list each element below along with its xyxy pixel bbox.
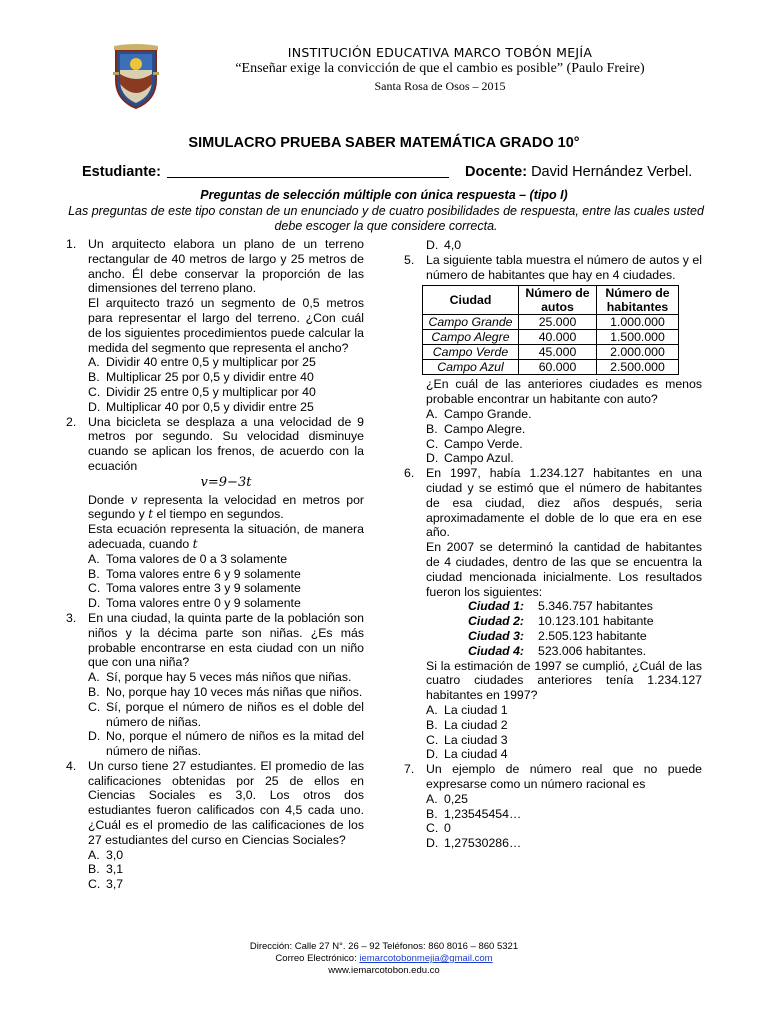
table-row (423, 345, 679, 360)
question-text: Una bicicleta se desplaza a una velocidad de 9 metros por segundo. Su velocidad disminuye cuando se aplican los frenos, de acuerdo con la ecuación (88, 414, 364, 473)
footer-email-line (0, 953, 768, 965)
instructions-body: Las preguntas de este tipo constan de un enunciado y de cuatro posibilidades de respuesta, entre las cuales usted debe escoger la que considere correcta. (68, 204, 704, 233)
question-number: 2. (66, 414, 77, 429)
city-result: Ciudad 2: 10.123.101 habitante (468, 614, 654, 629)
answer-option: C. La ciudad 3 (426, 732, 508, 747)
table-cell: 25.000 (519, 315, 597, 330)
table-cell: 60.000 (519, 360, 597, 375)
question-3 (66, 611, 364, 670)
table-cell: Campo Alegre (423, 330, 519, 345)
table-row (423, 330, 679, 345)
table-cell: Campo Grande (423, 315, 519, 330)
question-number: 6. (404, 466, 415, 481)
question-text: En 2007 se determinó la cantidad de habitantes de 4 ciudades, dentro de las que se encuentra la ciudad mencionada inicialmente. Los resultados fueron los siguientes: (426, 540, 702, 599)
student-label: Estudiante: (82, 164, 161, 180)
answer-option: D. 4,0 (426, 238, 462, 252)
velocity-equation: v=9−3t (200, 474, 252, 490)
answer-option: D. Toma valores entre 0 y 9 solamente (88, 596, 301, 611)
city-result: Ciudad 3: 2.505.123 habitante (468, 628, 647, 643)
student-field (82, 164, 449, 180)
answer-option: B. 1,23545454… (426, 806, 522, 821)
question-text: El arquitecto trazó un segmento de 0,5 metros para representar el largo del terreno. ¿Con cuál de los siguientes procedimientos puede calcular la medida del segmento que representa el ancho? (88, 296, 364, 355)
table-header: Número de autos (519, 286, 597, 315)
school-name: INSTITUCIÓN EDUCATIVA MARCO TOBÓN MEJÍA (287, 45, 593, 60)
answer-option: C. 0 (426, 821, 451, 836)
answer-option: C. 3,7 (88, 877, 124, 892)
question-1 (66, 237, 364, 355)
table-cell: 1.000.000 (597, 315, 679, 330)
cities-table (422, 285, 679, 375)
answer-option: C. Toma valores entre 3 y 9 solamente (88, 581, 301, 596)
teacher-label: Docente: (465, 164, 528, 180)
question-text: ¿En cuál de las anteriores ciudades es menos probable encontrar un habitante con auto? (426, 377, 702, 407)
question-7 (404, 762, 702, 792)
page-footer (0, 941, 768, 977)
teacher-field (465, 164, 692, 180)
answer-option: A. 3,0 (88, 847, 124, 862)
exam-title: SIMULACRO PRUEBA SABER MATEMÁTICA GRADO 10° (188, 135, 580, 151)
table-cell: 2.500.000 (597, 360, 679, 375)
answer-option: A. Toma valores de 0 a 3 solamente (88, 551, 288, 566)
question-2 (66, 415, 364, 552)
school-city-year: Santa Rosa de Osos – 2015 (374, 79, 506, 93)
question-number: 3. (66, 610, 77, 625)
answer-option: A. Campo Grande. (426, 406, 532, 421)
footer-website[interactable]: www.iemarcotobon.edu.co (328, 965, 440, 976)
teacher-name: David Hernández Verbel. (531, 164, 693, 180)
table-cell: Campo Verde (423, 345, 519, 360)
question-number: 4. (66, 758, 77, 773)
table-cell: 45.000 (519, 345, 597, 360)
school-motto: “Enseñar exige la convicción de que el cambio es posible” (Paulo Freire) (235, 61, 645, 76)
question-4 (66, 759, 364, 848)
question-5 (404, 253, 702, 283)
question-number: 5. (404, 252, 415, 267)
question-number: 7. (404, 762, 415, 777)
table-cell: Campo Azul (423, 360, 519, 375)
city-result: Ciudad 1: 5.346.757 habitantes (468, 599, 653, 614)
question-text: Esta ecuación representa la situación, de manera adecuada, cuando t (88, 522, 364, 551)
answer-option: B. Campo Alegre. (426, 421, 526, 436)
table-header: Número de habitantes (597, 286, 679, 315)
school-crest-logo (112, 44, 160, 110)
answer-option: B. Toma valores entre 6 y 9 solamente (88, 566, 301, 581)
table-cell: 1.500.000 (597, 330, 679, 345)
answer-option: D. Campo Azul. (426, 451, 514, 466)
footer-email-label: Correo Electrónico: (275, 953, 357, 964)
table-header: Ciudad (423, 286, 519, 315)
left-column (66, 237, 364, 892)
question-text: En una ciudad, la quinta parte de la población son niños y la décima parte son niñas. ¿Es más probable encontrarse en esta ciudad con un niño que con una niña? (88, 610, 364, 670)
table-header-row (423, 286, 679, 315)
answer-option: B. 3,1 (88, 862, 124, 877)
footer-email-link[interactable]: iemarcotobonmejia@gmail.com (359, 953, 493, 964)
question-text: Si la estimación de 1997 se cumplió, ¿Cuál de las cuatro ciudades anteriores tenía 1.234.127 habitantes en 1997? (426, 658, 702, 703)
table-row (423, 315, 679, 330)
question-text: Un curso tiene 27 estudiantes. El promedio de las calificaciones obtenidas por 25 de ellos en Ciencias Sociales es 3,0. Los otros dos estudiantes fueron calificados con 4,5 cada uno. ¿Cuál es el promedio de las calificaciones de los 27 estudiantes del curso en Ciencias Sociales? (88, 758, 364, 847)
table-cell: 2.000.000 (597, 345, 679, 360)
answer-option: D. 1,27530286… (426, 836, 522, 851)
question-text: Un arquitecto elabora un plano de un terreno rectangular de 40 metros de largo y 25 metros de ancho. Él debe conservar la proporción de las dimensiones del terreno plano. (88, 237, 364, 296)
answer-option: A. La ciudad 1 (426, 702, 508, 717)
answer-option: C. Campo Verde. (426, 436, 523, 451)
answer-option: C. Dividir 25 entre 0,5 y multiplicar por 40 (88, 384, 316, 399)
answer-option: D. No, porque el número de niños es la mitad del número de niñas. (88, 729, 364, 759)
answer-option: D. Multiplicar 40 por 0,5 y dividir entre 25 (88, 399, 314, 414)
question-text: La siguiente tabla muestra el número de autos y el número de habitantes que hay en 4 ciudades. (426, 252, 702, 282)
answer-option: B. La ciudad 2 (426, 717, 508, 732)
table-row (423, 360, 679, 375)
table-cell: 40.000 (519, 330, 597, 345)
question-text: Un ejemplo de número real que no puede expresarse como un número racional es (426, 762, 702, 791)
answer-option: A. Sí, porque hay 5 veces más niños que niñas. (88, 670, 352, 685)
question-6 (404, 466, 702, 599)
answer-option: B. No, porque hay 10 veces más niñas que niños. (88, 684, 363, 699)
answer-option: D. La ciudad 4 (426, 747, 508, 762)
answer-option: A. Dividir 40 entre 0,5 y multiplicar por 25 (88, 355, 316, 370)
question-text: En 1997, había 1.234.127 habitantes en una ciudad y se estimó que el número de habitantes de esa ciudad, diez años después, seria aproximadamente el doble de lo que era en ese año. (426, 466, 702, 540)
answer-option: A. 0,25 (426, 791, 468, 806)
answer-option: C. Sí, porque el número de niños es el doble del número de niñas. (88, 699, 364, 729)
instructions-title: Preguntas de selección múltiple con única respuesta – (tipo I) (200, 188, 568, 202)
equation-description: Donde v representa la velocidad en metros por segundo y t el tiempo en segundos. (88, 492, 365, 522)
student-name-blank (167, 165, 449, 178)
question-number: 1. (66, 237, 77, 251)
footer-address: Dirección: Calle 27 N°. 26 – 92 Teléfonos: 860 8016 – 860 5321 (249, 941, 519, 952)
city-result: Ciudad 4: 523.006 habitantes. (468, 643, 647, 658)
right-column (404, 238, 702, 851)
answer-option: B. Multiplicar 25 por 0,5 y dividir entre 40 (88, 370, 314, 385)
